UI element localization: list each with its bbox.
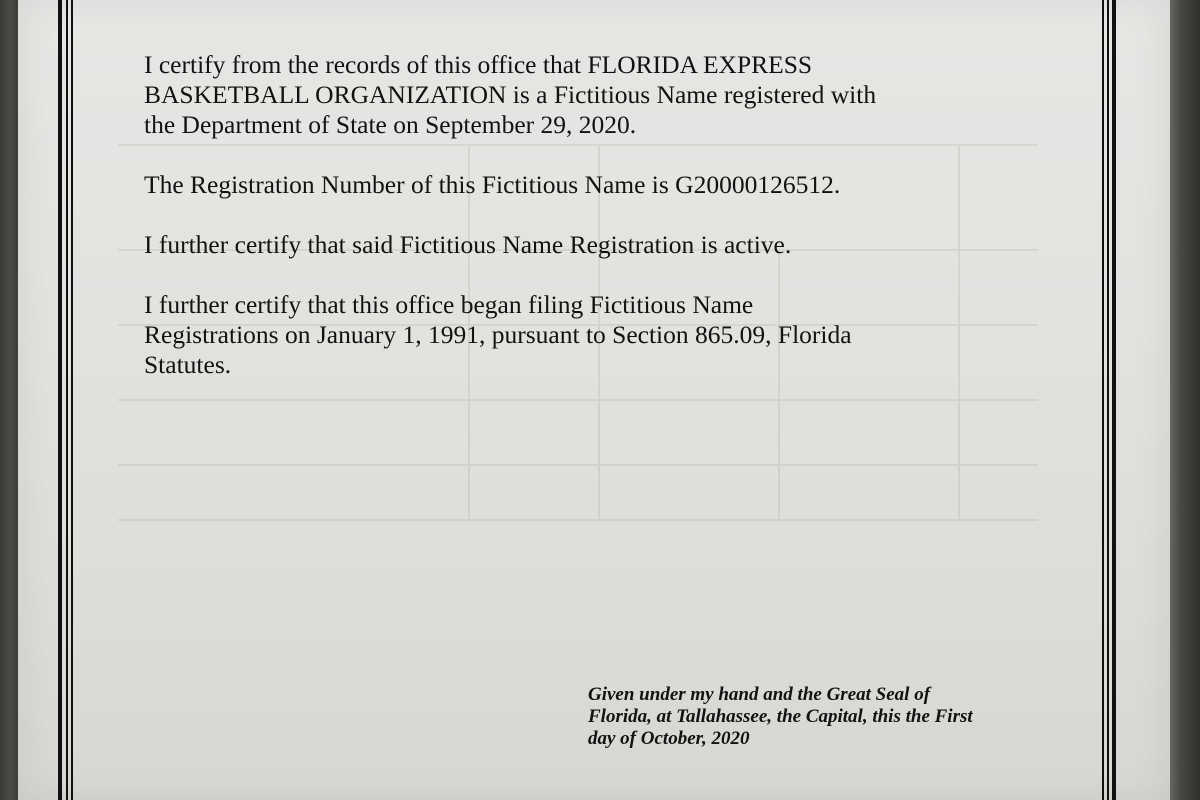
paragraph-line: the Department of State on September 29, 2020.: [144, 110, 637, 139]
document-stack-edge: [1168, 0, 1200, 800]
registration-number-paragraph: [144, 170, 1020, 200]
paragraph-line: Registrations on January 1, 1991, pursuant to Section 865.09, Florida: [144, 320, 852, 349]
filing-history-paragraph: [144, 290, 1020, 380]
seal-statement-line: day of October, 2020: [588, 728, 750, 749]
certificate-paper: [18, 0, 1170, 800]
seal-statement-line: Florida, at Tallahassee, the Capital, this the First: [588, 706, 973, 727]
paragraph-line: I further certify that this office began filing Fictitious Name: [144, 290, 754, 319]
certification-paragraph: [144, 50, 1020, 140]
paragraph-line: BASKETBALL ORGANIZATION is a Fictitious Name registered with: [144, 80, 877, 109]
active-status-paragraph: [144, 230, 1020, 260]
seal-statement: [588, 684, 1058, 750]
right-double-border: [1102, 0, 1118, 800]
paragraph-line: I further certify that said Fictitious Name Registration is active.: [144, 230, 792, 259]
left-double-border: [58, 0, 74, 800]
paragraph-line: I certify from the records of this office that FLORIDA EXPRESS: [144, 50, 813, 79]
certificate-body: [144, 50, 1020, 410]
paragraph-line: Statutes.: [144, 350, 232, 379]
seal-statement-line: Given under my hand and the Great Seal of: [588, 684, 931, 705]
paragraph-line: The Registration Number of this Fictitious Name is G20000126512.: [144, 170, 841, 199]
